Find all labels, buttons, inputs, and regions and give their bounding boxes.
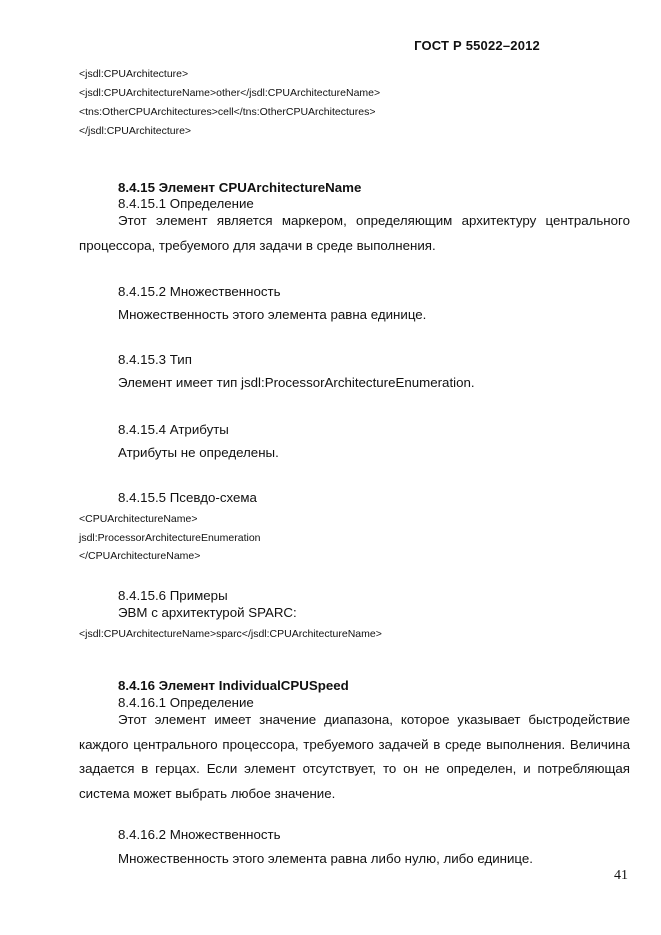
paragraph-text: Атрибуты не определены. xyxy=(118,445,279,460)
code-line: <CPUArchitectureName> xyxy=(79,513,198,525)
code-line: <jsdl:CPUArchitectureName>other</jsdl:CPUArchitectureName> xyxy=(79,87,381,99)
code-line: <jsdl:CPUArchitecture> xyxy=(79,68,189,80)
paragraph-text: Множественность этого элемента равна единице. xyxy=(118,307,427,322)
page-number: 41 xyxy=(614,868,628,883)
code-line: </jsdl:CPUArchitecture> xyxy=(79,125,192,137)
subsection-heading: 8.4.15.3 Тип xyxy=(118,352,192,367)
paragraph-text: Множественность этого элемента равна либо нулю, либо единице. xyxy=(118,851,533,866)
subsection-heading: 8.4.15.2 Множественность xyxy=(118,284,281,299)
subsection-heading: 8.4.16.2 Множественность xyxy=(118,827,281,842)
code-line: <tns:OtherCPUArchitectures>cell</tns:OtherCPUArchitectures> xyxy=(79,106,376,118)
subsection-heading: 8.4.15.6 Примеры xyxy=(118,588,228,603)
paragraph-text: Элемент имеет тип jsdl:ProcessorArchitectureEnumeration. xyxy=(118,375,475,390)
subsection-heading: 8.4.15.1 Определение xyxy=(118,196,254,211)
paragraph-definition: Этот элемент является маркером, определяющим архитектуру центрального процессора, требуемого для задачи в среде выполнения. xyxy=(79,213,630,253)
section-heading-8-4-16: 8.4.16 Элемент IndividualCPUSpeed xyxy=(118,678,349,693)
standard-header: ГОСТ Р 55022–2012 xyxy=(414,38,540,53)
code-line: </CPUArchitectureName> xyxy=(79,550,201,562)
code-line: <jsdl:CPUArchitectureName>sparc</jsdl:CPUArchitectureName> xyxy=(79,628,382,640)
section-heading-8-4-15: 8.4.15 Элемент CPUArchitectureName xyxy=(118,180,362,195)
subsection-heading: 8.4.15.5 Псевдо-схема xyxy=(118,490,257,505)
subsection-heading: 8.4.15.4 Атрибуты xyxy=(118,422,229,437)
paragraph-text: ЭВМ с архитектурой SPARC: xyxy=(118,605,297,620)
paragraph-definition: Этот элемент имеет значение диапазона, которое указывает быстродействие каждого центрального процессора, требуемого задачей в среде выполнения. Величина задается в герцах. Если элемент отсутствует, то он не определен, и потребляющая система может выбрать любое значение. xyxy=(79,712,630,801)
subsection-heading: 8.4.16.1 Определение xyxy=(118,695,254,710)
code-line: jsdl:ProcessorArchitectureEnumeration xyxy=(79,532,261,544)
